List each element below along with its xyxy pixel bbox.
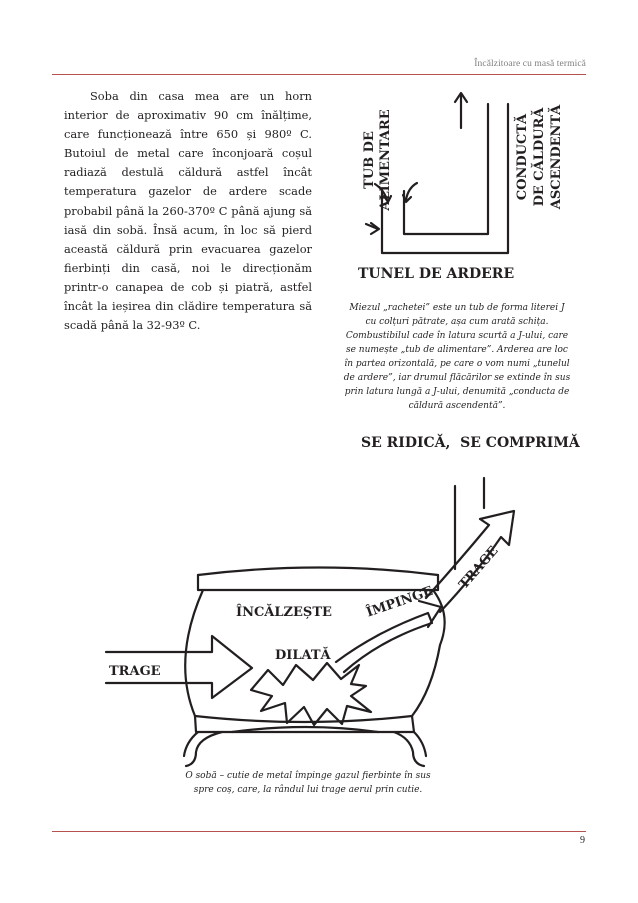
riser-label-line1: CONDUCTĂ [515, 113, 530, 201]
feed-tube-label [342, 104, 393, 216]
heats-label: ÎNCĂLZEȘTE [236, 605, 332, 620]
stove-caption: O sobă – cutie de metal împinge gazul fierbinte în sus spre coș, care, la rândul lui trage aerul prin cutie. [185, 771, 431, 795]
expands-label: DILATĂ [275, 648, 331, 663]
stove-title: SE RIDICĂ, SE COMPRIMĂ [361, 435, 580, 451]
footer-rule [52, 831, 586, 832]
riser-label-line2: DE CĂLDURĂ [532, 107, 547, 207]
page-number: 9 [580, 835, 585, 846]
stove-diagram [106, 478, 514, 766]
burn-tunnel-label: TUNEL DE ARDERE [358, 266, 515, 282]
body-paragraph: Soba din casa mea are un horn interior de aproximativ 90 cm înălțime, care funcționează între 650 și 980º C. Butoiul de metal care înconjoară coșul radiază destulă căldură astfel încât temperatura gazelor de ardere scade probabil până la 260-370º C până ajung să iasă din sobă. Însă acum, în loc să pierd această căldură prin evacuarea gazelor fierbinți din casă, noi le direcționăm printr-o canapea de cob și piatră, astfel încât la ieșirea din clădire temperatura să scadă până la 32-93º C. [64, 89, 312, 333]
feed-tube-label-line2: ALIMENTARE [378, 109, 393, 211]
riser-label-line3: ASCENDENTĂ [549, 104, 564, 210]
riser-label [514, 98, 569, 216]
rocket-caption: Miezul „rachetei” este un tub de forma literei J cu colțuri pătrate, așa cum arată schița. Combustibilul cade în latura scurtă a J-ului, care se numește „tub de alimentare”. Arderea are loc în partea orizontală, pe care o vom numi „tunelul de ardere”, iar drumul flăcărilor se extinde în sus prin latura lungă a J-ului, denumită „conducta de căldură ascendentă”. [343, 303, 571, 411]
running-header: Încălzitoare cu masă termică [474, 59, 586, 69]
draws-right-label: TRAGE [456, 543, 502, 593]
feed-tube-label-line1: TUB DE [362, 131, 377, 189]
pushes-label: ÎMPINGE [364, 583, 435, 621]
draws-left-label: TRAGE [109, 664, 161, 679]
